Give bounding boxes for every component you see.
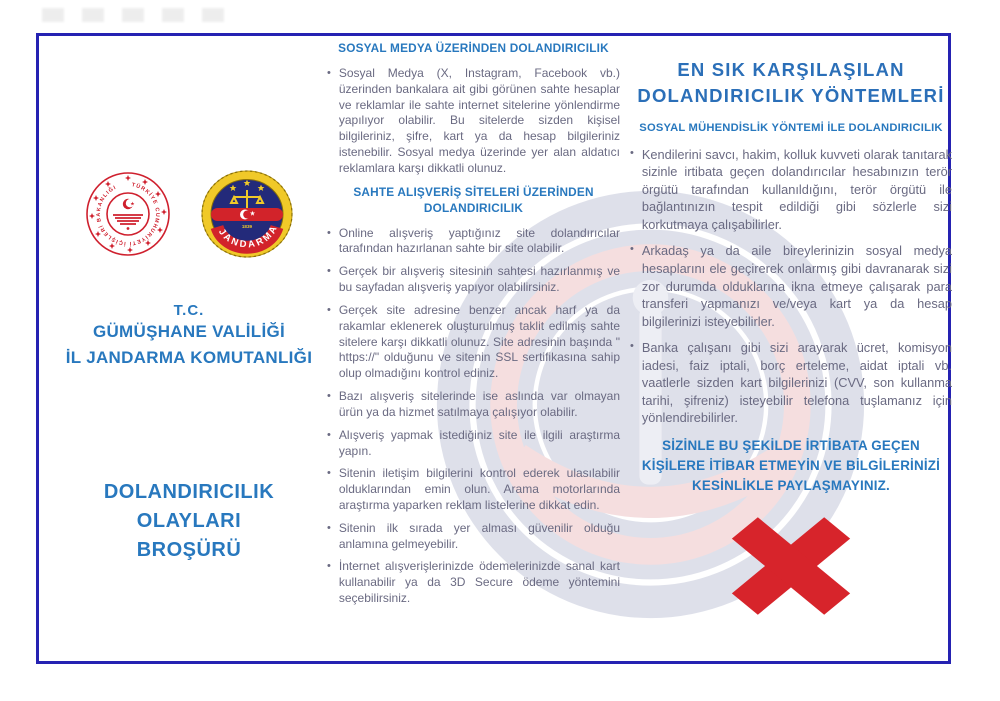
organization-name — [55, 302, 323, 370]
fake-shopping-bullet-list — [327, 226, 620, 607]
bullet-dot-icon: • — [327, 390, 331, 403]
org-line-gendarmerie: İL JANDARMA KOMUTANLIĞI — [65, 347, 313, 367]
bullet-dot-icon: • — [327, 303, 331, 316]
panel-common-fraud-methods — [630, 57, 952, 622]
panel-social-media-fraud — [327, 41, 620, 614]
cover-panel — [55, 40, 323, 658]
bullet-dot-icon: • — [630, 243, 634, 256]
red-x-icon — [723, 510, 859, 622]
bullet-dot-icon: • — [327, 467, 331, 480]
bullet-dot-icon: • — [327, 265, 331, 278]
section-title-social-media: SOSYAL MEDYA ÜZERİNDEN DOLANDIRICILIK — [338, 41, 609, 55]
list-item: • Sosyal Medya (X, Instagram, Facebook vb.) üzerinden bankalara ait gibi görünen sahte hesaplar ve reklamlar ile sahte internet sitelerine yönlendirme yapılıyor olabilir. Bu sitelerde sizden kişisel bilgileriniz, şifre, kart ya da hesap bilgileriniz istenebilir. Sosyal medya üzerinde yer alan aldatıcı reklamlara karşı dikkatli olunuz. — [327, 65, 620, 175]
scan-artifact — [42, 8, 242, 22]
svg-text:JANDARMA: JANDARMA — [216, 222, 281, 251]
bullet-dot-icon: • — [327, 428, 331, 441]
jandarma-seal-icon — [201, 168, 293, 260]
section-title-social-engineering: SOSYAL MÜHENDİSLİK YÖNTEMİ İLE DOLANDIRICILIK — [639, 121, 943, 134]
section-title-fake-shopping-sites: SAHTE ALIŞVERİŞ SİTELERİ ÜZERİNDEN DOLANDIRICILIK — [353, 184, 594, 215]
page-title: EN SIK KARŞILAŞILAN DOLANDIRICILIK YÖNTEMLERİ — [637, 59, 945, 106]
org-line-governorship: GÜMÜŞHANE VALİLİĞİ — [92, 322, 286, 341]
social-engineering-bullet-list — [630, 146, 952, 427]
list-item: • Sitenin iletişim bilgilerini kontrol ederek ulasılabilir olduklarından emin olun. Arama motorlarında araştırma yaparken reklam listelerine dikkat edin. — [327, 466, 620, 512]
bullet-dot-icon: • — [327, 521, 331, 534]
brochure-title-line2: BROŞÜRÜ — [136, 539, 242, 561]
org-line-tc: T.C. — [173, 302, 205, 319]
svg-text:TÜRKİYE CUMHURİYETİ İÇİŞLERİ B: TÜRKİYE CUMHURİYETİ İÇİŞLERİ BAKANLIĞI — [95, 182, 161, 247]
brochure-title-line1: DOLANDIRICILIK OLAYLARI — [103, 481, 275, 532]
list-item: • Arkadaş ya da aile bireylerinizin sosyal medya hesaplarını ele geçirerek onlarmış gibi davranarak sizi zor durumda olduklarına ikna etmeye çalışarak para transferi yapmanızı ve/veya kart ya da hesap bilgilerinizi isteyebilirler. — [630, 243, 952, 329]
list-item: • Gerçek site adresine benzer ancak harf ya da rakamlar eklenerek oluşturulmuş taklit edilmiş sahte sitelere karşı dikkatli olunuz. Site adresinin başında " https://" olduğunu ve sitenin SSL sertifikasına sahip olup olmadığını kontrol ediniz. — [327, 302, 620, 381]
list-item: • Sitenin ilk sırada yer alması güvenilir olduğu anlamına gelmeyebilir. — [327, 520, 620, 551]
bullet-dot-icon: • — [327, 226, 331, 239]
list-item: • Bazı alışveriş sitelerinde ise aslında var olmayan ürün ya da hizmet satılmaya çalışıyor olabilir. — [327, 389, 620, 419]
list-item: • Online alışveriş yaptığınız site dolandırıcılar tarafından hazırlanan sahte bir site olabilir. — [327, 225, 620, 256]
list-item: • İnternet alışverişlerinizde ödemelerinizde sanal kart kullanabilir ya da 3D Secure ödeme yöntemini seçebilirsiniz. — [327, 559, 620, 606]
social-media-bullet-list — [327, 66, 620, 177]
list-item: • Banka çalışanı gibi sizi arayarak ücret, komisyon iadesi, faiz iptali, borç erteleme, aidat iptali vb. vaatlerle sizden kart bilgilerinizi (CVV, son kullanma tarihi, şifreniz) isteyebilir telefona tuşlamanız için yönlendirebilirler. — [630, 340, 952, 426]
icisleri-bakanligi-seal-icon — [85, 171, 171, 257]
bullet-dot-icon: • — [327, 560, 331, 573]
list-item: • Alışveriş yapmak istediğiniz site ile ilgili araştırma yapın. — [327, 427, 620, 458]
brochure-title — [55, 478, 323, 565]
list-item: • Kendilerini savcı, hakim, kolluk kuvveti olarak tanıtarak sizinle irtibata geçen dolandırıcılar hesabınızın terör örgütü tarafından kullanıldığını, terör örgütü ile bağlantınızın tespit edildiği gibi sözlerle sizi korkutmaya çalışabilirler. — [630, 146, 952, 232]
bullet-dot-icon: • — [630, 340, 634, 353]
svg-text:1839: 1839 — [241, 224, 253, 229]
list-item: • Gerçek bir alışveriş sitesinin sahtesi hazırlanmış ve bu sayfadan alışveriş yapıyor olabilirsiniz. — [327, 264, 620, 295]
bullet-dot-icon: • — [630, 146, 634, 159]
logo-row — [55, 168, 323, 260]
bullet-dot-icon: • — [327, 66, 331, 79]
warning-text: SİZİNLE BU ŞEKİLDE İRTİBATA GEÇEN KİŞİLERE İTİBAR ETMEYİN VE BİLGİLERİNİZİ KESİNLİKLE PAYLAŞMAYINIZ. — [641, 437, 941, 493]
